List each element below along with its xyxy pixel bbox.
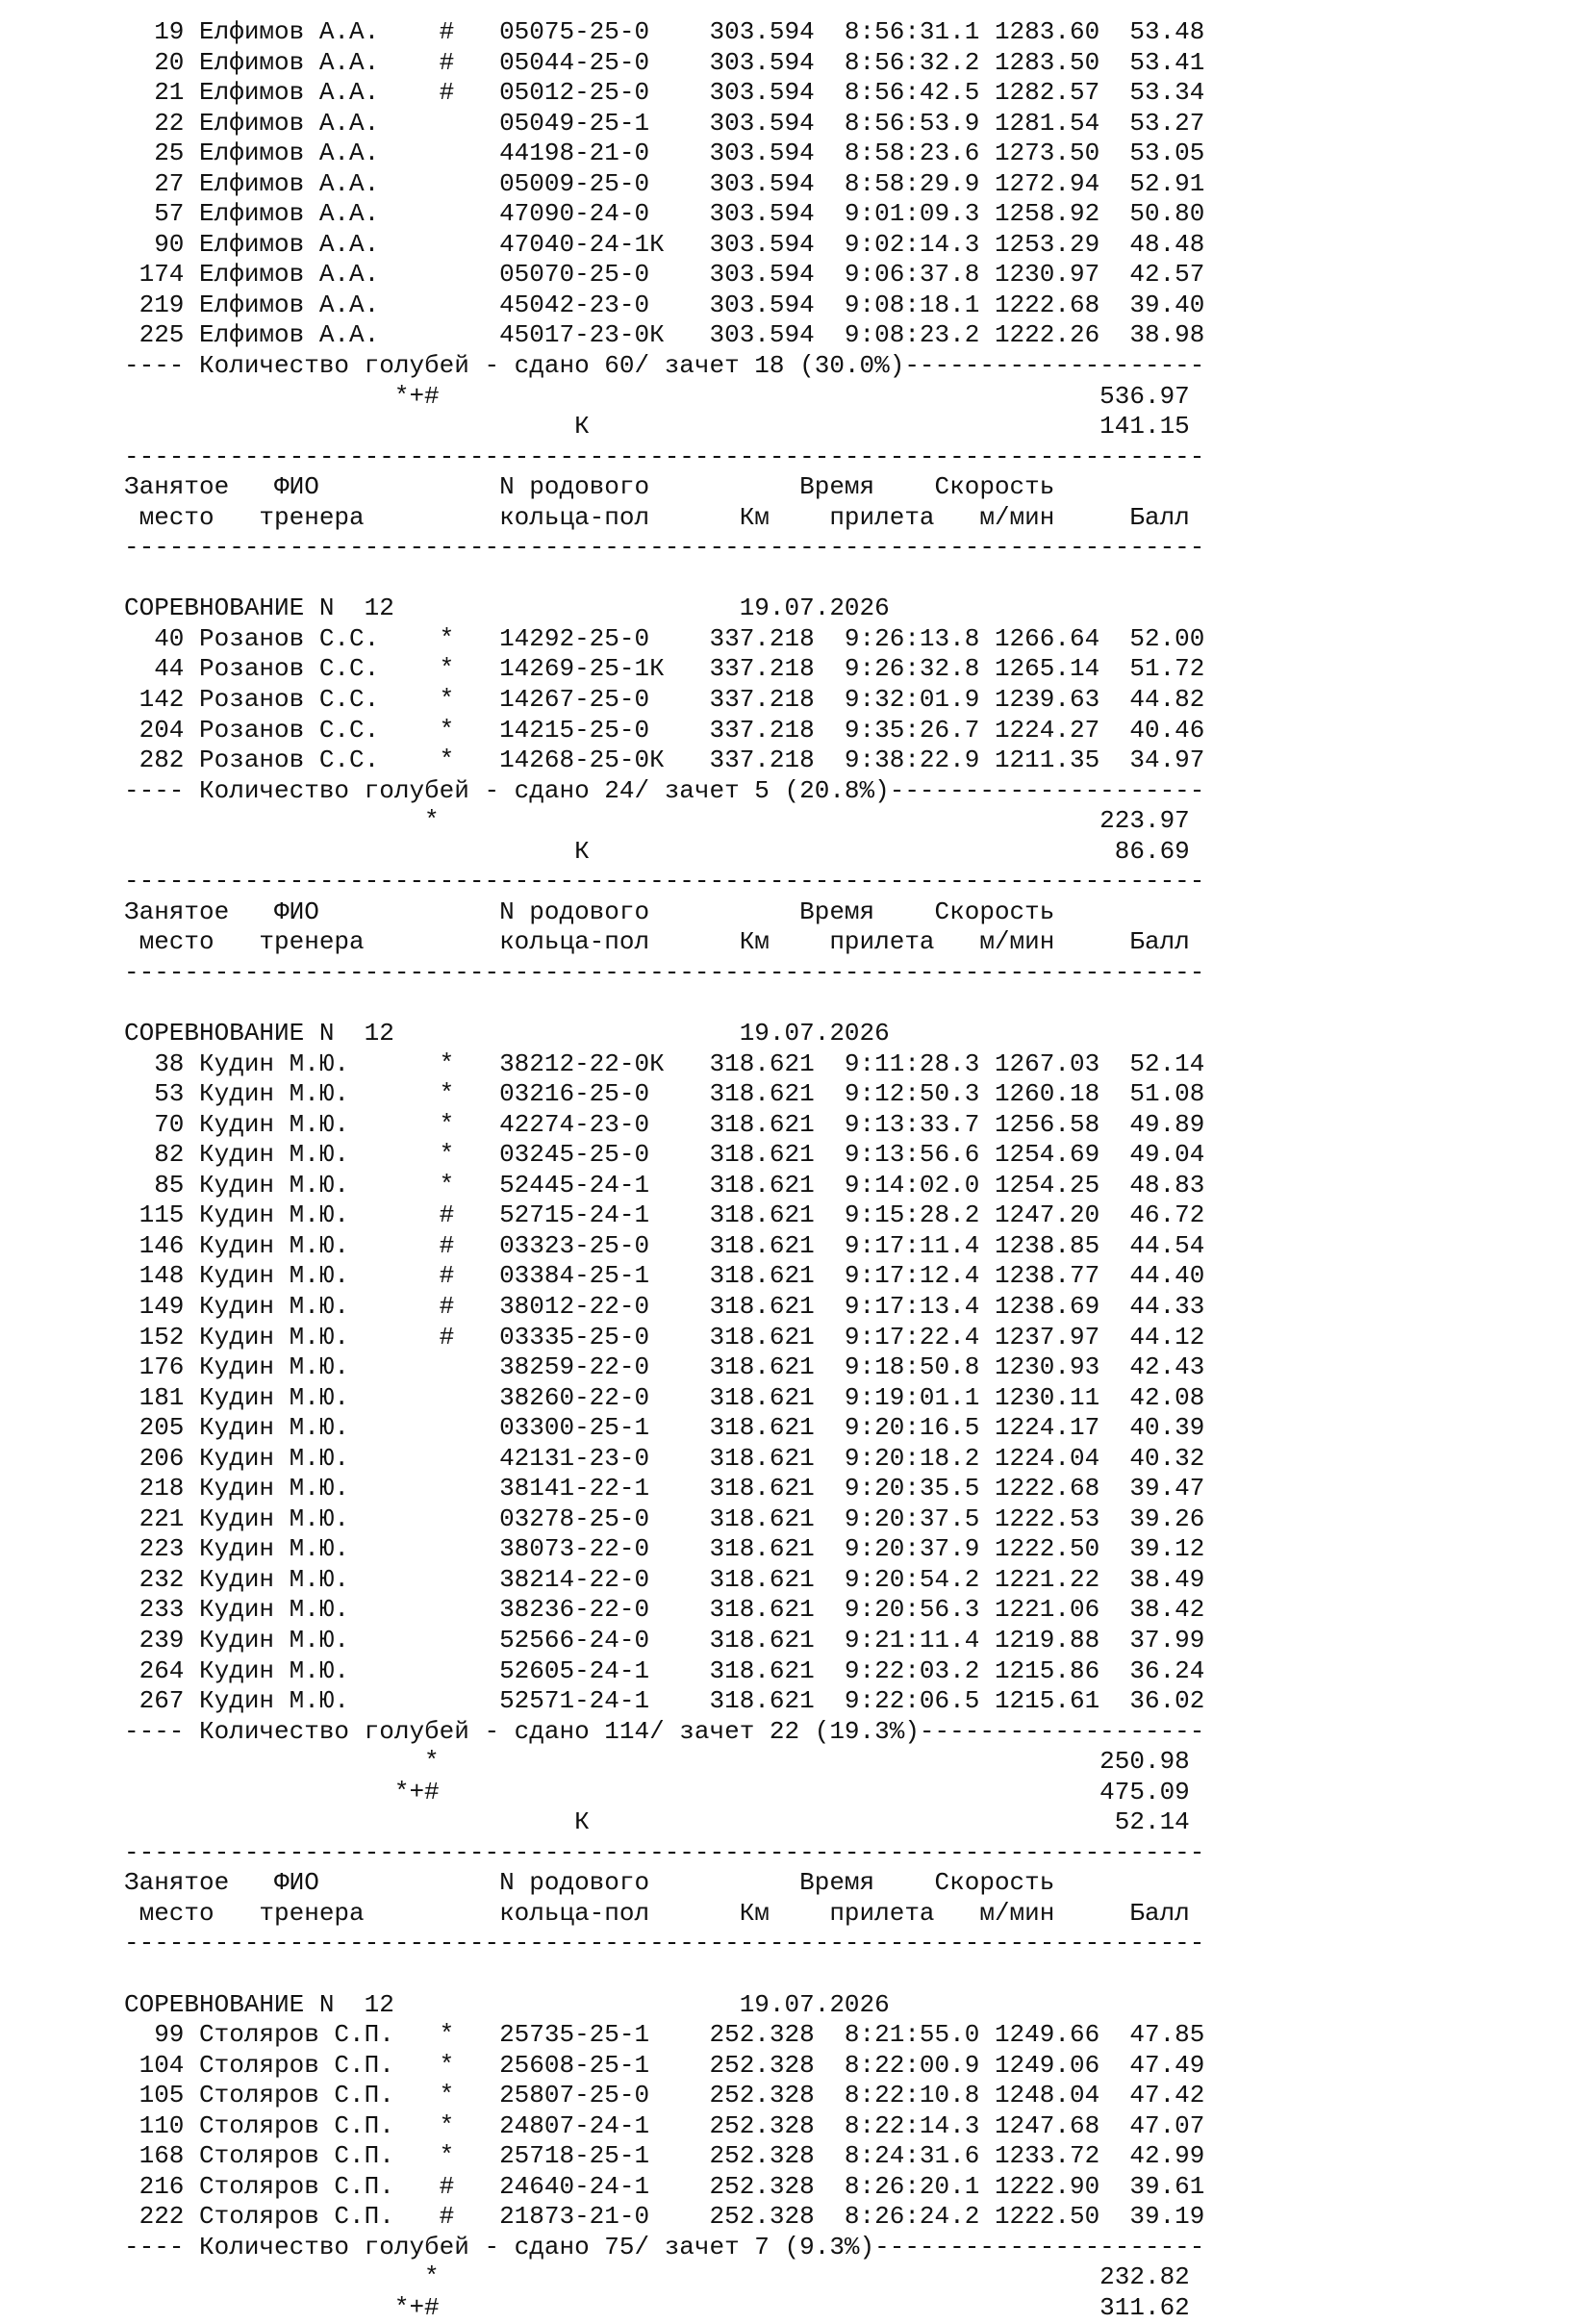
result-row: 22 Елфимов А.А. 05049-25-1 303.594 8:56:53.9 1281.54 53.27 — [124, 108, 1205, 138]
result-row: 168 Столяров С.П. * 25718-25-1 252.328 8:24:31.6 1233.72 42.99 — [124, 2141, 1205, 2171]
result-row: 70 Кудин М.Ю. * 42274-23-0 318.621 9:13:33.7 1256.58 49.89 — [124, 1109, 1205, 1139]
total-line: * 232.82 — [124, 2262, 1190, 2292]
report-text — [124, 17, 1204, 2324]
competition-header: СОРЕВНОВАНИЕ N 12 19.07.2026 — [124, 1989, 890, 2019]
summary-line: ---- Количество голубей - сдано 114/ зачет 22 (19.3%)------------------- — [124, 1716, 1205, 1746]
result-row: 205 Кудин М.Ю. 03300-25-1 318.621 9:20:16.5 1224.17 40.39 — [124, 1413, 1205, 1443]
total-line: *+# 311.62 — [124, 2293, 1190, 2323]
total-line: *+# 475.09 — [124, 1777, 1190, 1806]
result-row: 264 Кудин М.Ю. 52605-24-1 318.621 9:22:03.2 1215.86 36.24 — [124, 1655, 1205, 1685]
result-row: 176 Кудин М.Ю. 38259-22-0 318.621 9:18:50.8 1230.93 42.43 — [124, 1352, 1205, 1382]
result-row: 85 Кудин М.Ю. * 52445-24-1 318.621 9:14:02.0 1254.25 48.83 — [124, 1170, 1205, 1200]
column-header: место тренера кольца-пол Км прилета м/мин Балл — [124, 1898, 1190, 1928]
result-row: 25 Елфимов А.А. 44198-21-0 303.594 8:58:23.6 1273.50 53.05 — [124, 139, 1205, 168]
result-row: 149 Кудин М.Ю. # 38012-22-0 318.621 9:17:13.4 1238.69 44.33 — [124, 1291, 1205, 1321]
separator-line: ------------------------------------------------------------------------ — [124, 1929, 1205, 1958]
separator-line: ------------------------------------------------------------------------ — [124, 1837, 1205, 1867]
competition-header: СОРЕВНОВАНИЕ N 12 19.07.2026 — [124, 594, 890, 623]
separator-line: ------------------------------------------------------------------------ — [124, 867, 1205, 897]
competition-header: СОРЕВНОВАНИЕ N 12 19.07.2026 — [124, 1019, 890, 1048]
blank-line — [124, 1959, 1204, 1990]
total-line: * 250.98 — [124, 1747, 1190, 1777]
total-line: К 141.15 — [124, 412, 1190, 442]
result-row: 19 Елфимов А.А. # 05075-25-0 303.594 8:56:31.1 1283.60 53.48 — [124, 17, 1205, 46]
result-row: 218 Кудин М.Ю. 38141-22-1 318.621 9:20:35.5 1222.68 39.47 — [124, 1474, 1205, 1503]
result-row: 38 Кудин М.Ю. * 38212-22-0К 318.621 9:11:28.3 1267.03 52.14 — [124, 1048, 1205, 1078]
separator-line: ------------------------------------------------------------------------ — [124, 442, 1205, 471]
result-row: 115 Кудин М.Ю. # 52715-24-1 318.621 9:15:28.2 1247.20 46.72 — [124, 1200, 1205, 1230]
result-row: 105 Столяров С.П. * 25807-25-0 252.328 8:22:10.8 1248.04 47.42 — [124, 2081, 1205, 2110]
total-line: *+# 536.97 — [124, 381, 1190, 411]
result-row: 232 Кудин М.Ю. 38214-22-0 318.621 9:20:54.2 1221.22 38.49 — [124, 1564, 1205, 1594]
result-row: 82 Кудин М.Ю. * 03245-25-0 318.621 9:13:56.6 1254.69 49.04 — [124, 1140, 1205, 1170]
result-row: 20 Елфимов А.А. # 05044-25-0 303.594 8:56:32.2 1283.50 53.41 — [124, 47, 1205, 77]
result-row: 142 Розанов С.С. * 14267-25-0 337.218 9:32:01.9 1239.63 44.82 — [124, 685, 1205, 715]
result-row: 204 Розанов С.С. * 14215-25-0 337.218 9:35:26.7 1224.27 40.46 — [124, 715, 1205, 745]
result-row: 90 Елфимов А.А. 47040-24-1К 303.594 9:02:14.3 1253.29 48.48 — [124, 229, 1205, 259]
blank-line — [124, 989, 1204, 1020]
result-row: 239 Кудин М.Ю. 52566-24-0 318.621 9:21:11.4 1219.88 37.99 — [124, 1625, 1205, 1655]
result-row: 104 Столяров С.П. * 25608-25-1 252.328 8:22:00.9 1249.06 47.49 — [124, 2050, 1205, 2080]
summary-line: ---- Количество голубей - сдано 60/ зачет 18 (30.0%)-------------------- — [124, 351, 1205, 381]
result-row: 110 Столяров С.П. * 24807-24-1 252.328 8:22:14.3 1247.68 47.07 — [124, 2110, 1205, 2140]
column-header: Занятое ФИО N родового Время Скорость — [124, 472, 1055, 502]
blank-line — [124, 564, 1204, 594]
result-row: 223 Кудин М.Ю. 38073-22-0 318.621 9:20:37.9 1222.50 39.12 — [124, 1534, 1205, 1564]
result-row: 174 Елфимов А.А. 05070-25-0 303.594 9:06:37.8 1230.97 42.57 — [124, 260, 1205, 290]
result-row: 152 Кудин М.Ю. # 03335-25-0 318.621 9:17:22.4 1237.97 44.12 — [124, 1322, 1205, 1351]
separator-line: ------------------------------------------------------------------------ — [124, 533, 1205, 563]
result-row: 148 Кудин М.Ю. # 03384-25-1 318.621 9:17:12.4 1238.77 44.40 — [124, 1261, 1205, 1291]
total-line: * 223.97 — [124, 806, 1190, 836]
result-row: 206 Кудин М.Ю. 42131-23-0 318.621 9:20:18.2 1224.04 40.32 — [124, 1443, 1205, 1473]
summary-line: ---- Количество голубей - сдано 75/ зачет 7 (9.3%)---------------------- — [124, 2232, 1205, 2261]
result-row: 27 Елфимов А.А. 05009-25-0 303.594 8:58:29.9 1272.94 52.91 — [124, 168, 1205, 198]
result-row: 40 Розанов С.С. * 14292-25-0 337.218 9:26:13.8 1266.64 52.00 — [124, 623, 1205, 653]
result-row: 21 Елфимов А.А. # 05012-25-0 303.594 8:56:42.5 1282.57 53.34 — [124, 78, 1205, 108]
result-row: 222 Столяров С.П. # 21873-21-0 252.328 8:26:24.2 1222.50 39.19 — [124, 2202, 1205, 2232]
result-row: 216 Столяров С.П. # 24640-24-1 252.328 8:26:20.1 1222.90 39.61 — [124, 2171, 1205, 2201]
result-row: 221 Кудин М.Ю. 03278-25-0 318.621 9:20:37.5 1222.53 39.26 — [124, 1503, 1205, 1533]
result-row: 57 Елфимов А.А. 47090-24-0 303.594 9:01:09.3 1258.92 50.80 — [124, 199, 1205, 229]
result-row: 225 Елфимов А.А. 45017-23-0К 303.594 9:08:23.2 1222.26 38.98 — [124, 320, 1205, 350]
result-row: 233 Кудин М.Ю. 38236-22-0 318.621 9:20:56.3 1221.06 38.42 — [124, 1595, 1205, 1625]
result-row: 99 Столяров С.П. * 25735-25-1 252.328 8:21:55.0 1249.66 47.85 — [124, 2020, 1205, 2050]
summary-line: ---- Количество голубей - сдано 24/ зачет 5 (20.8%)--------------------- — [124, 775, 1205, 805]
column-header: место тренера кольца-пол Км прилета м/мин Балл — [124, 502, 1190, 532]
result-row: 219 Елфимов А.А. 45042-23-0 303.594 9:08:18.1 1222.68 39.40 — [124, 290, 1205, 319]
column-header: Занятое ФИО N родового Время Скорость — [124, 897, 1055, 926]
total-line: К 52.14 — [124, 1807, 1190, 1837]
total-line: К 86.69 — [124, 836, 1190, 866]
result-row: 267 Кудин М.Ю. 52571-24-1 318.621 9:22:06.5 1215.61 36.02 — [124, 1686, 1205, 1716]
column-header: Занятое ФИО N родового Время Скорость — [124, 1868, 1055, 1898]
result-row: 181 Кудин М.Ю. 38260-22-0 318.621 9:19:01.1 1230.11 42.08 — [124, 1382, 1205, 1412]
column-header: место тренера кольца-пол Км прилета м/мин Балл — [124, 927, 1190, 957]
result-row: 53 Кудин М.Ю. * 03216-25-0 318.621 9:12:50.3 1260.18 51.08 — [124, 1079, 1205, 1109]
result-row: 44 Розанов С.С. * 14269-25-1К 337.218 9:26:32.8 1265.14 51.72 — [124, 654, 1205, 684]
result-row: 282 Розанов С.С. * 14268-25-0К 337.218 9:38:22.9 1211.35 34.97 — [124, 745, 1205, 775]
separator-line: ------------------------------------------------------------------------ — [124, 957, 1205, 987]
result-row: 146 Кудин М.Ю. # 03323-25-0 318.621 9:17:11.4 1238.85 44.54 — [124, 1230, 1205, 1260]
